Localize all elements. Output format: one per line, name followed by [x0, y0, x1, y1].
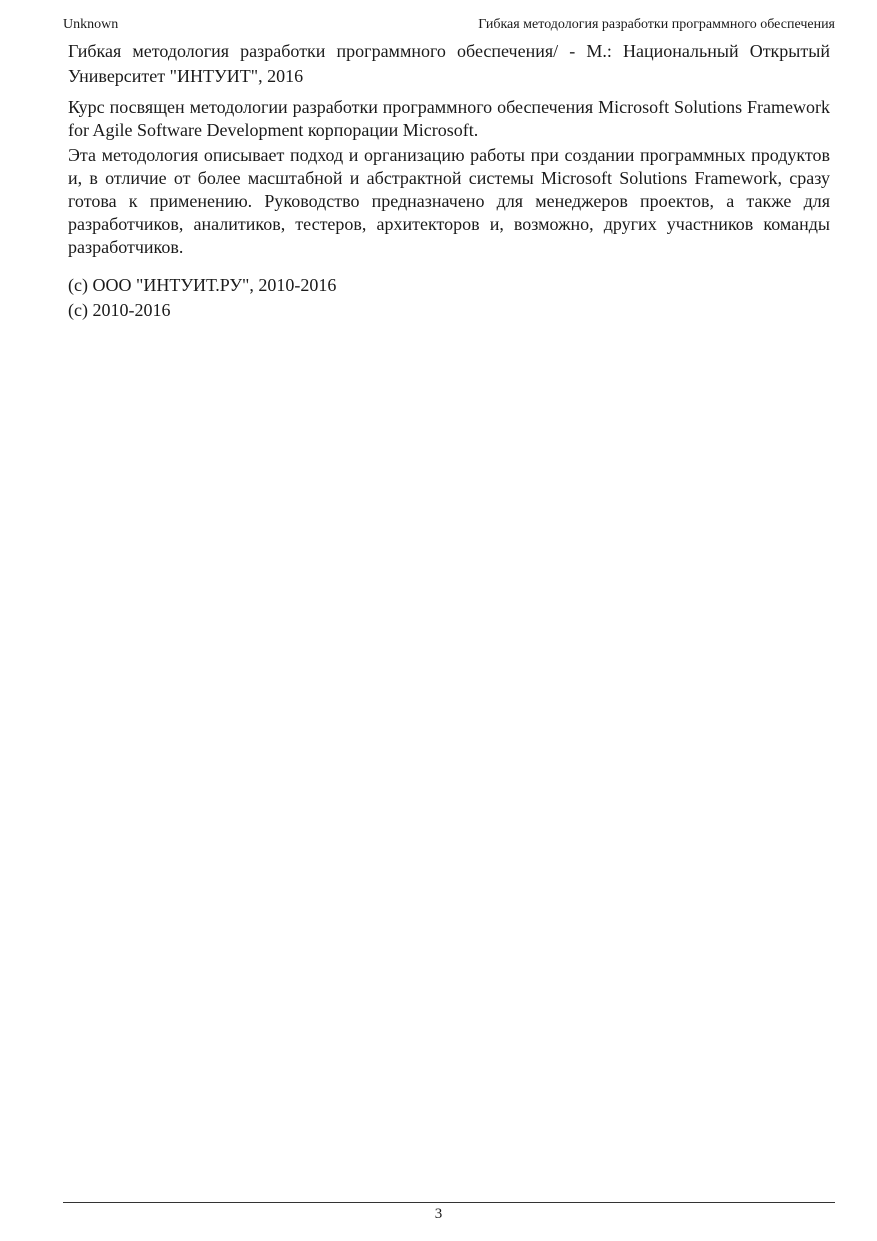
copyright-block: [68, 273, 830, 323]
page-number: 3: [434, 1206, 443, 1222]
bibliographic-citation: Гибкая методология разработки программного обеспечения/ - М.: Национальный Открытый Университет "ИНТУИТ", 2016: [68, 41, 830, 86]
header-title: Гибкая методология разработки программного обеспечения: [478, 17, 835, 32]
page-content: [68, 39, 830, 323]
header-author: Unknown: [63, 17, 119, 32]
copyright-line: (c) 2010-2016: [68, 300, 171, 320]
course-description-paragraph: Курс посвящен методологии разработки программного обеспечения Microsoft Solutions Framework for Agile Software Development корпорации Microsoft.: [68, 97, 830, 140]
footer-divider: [63, 1202, 835, 1203]
page-header: [63, 14, 835, 36]
copyright-line: (c) ООО "ИНТУИТ.РУ", 2010-2016: [68, 275, 337, 295]
methodology-description-paragraph: Эта методология описывает подход и организацию работы при создании программных продуктов и, в отличие от более масштабной и абстрактной системы Microsoft Solutions Framework, сразу готова к применению. Руководство предназначено для менеджеров проектов, а также для разработчиков, аналитиков, тестеров, архитекторов и, возможно, других участников команды разработчиков.: [68, 145, 830, 257]
